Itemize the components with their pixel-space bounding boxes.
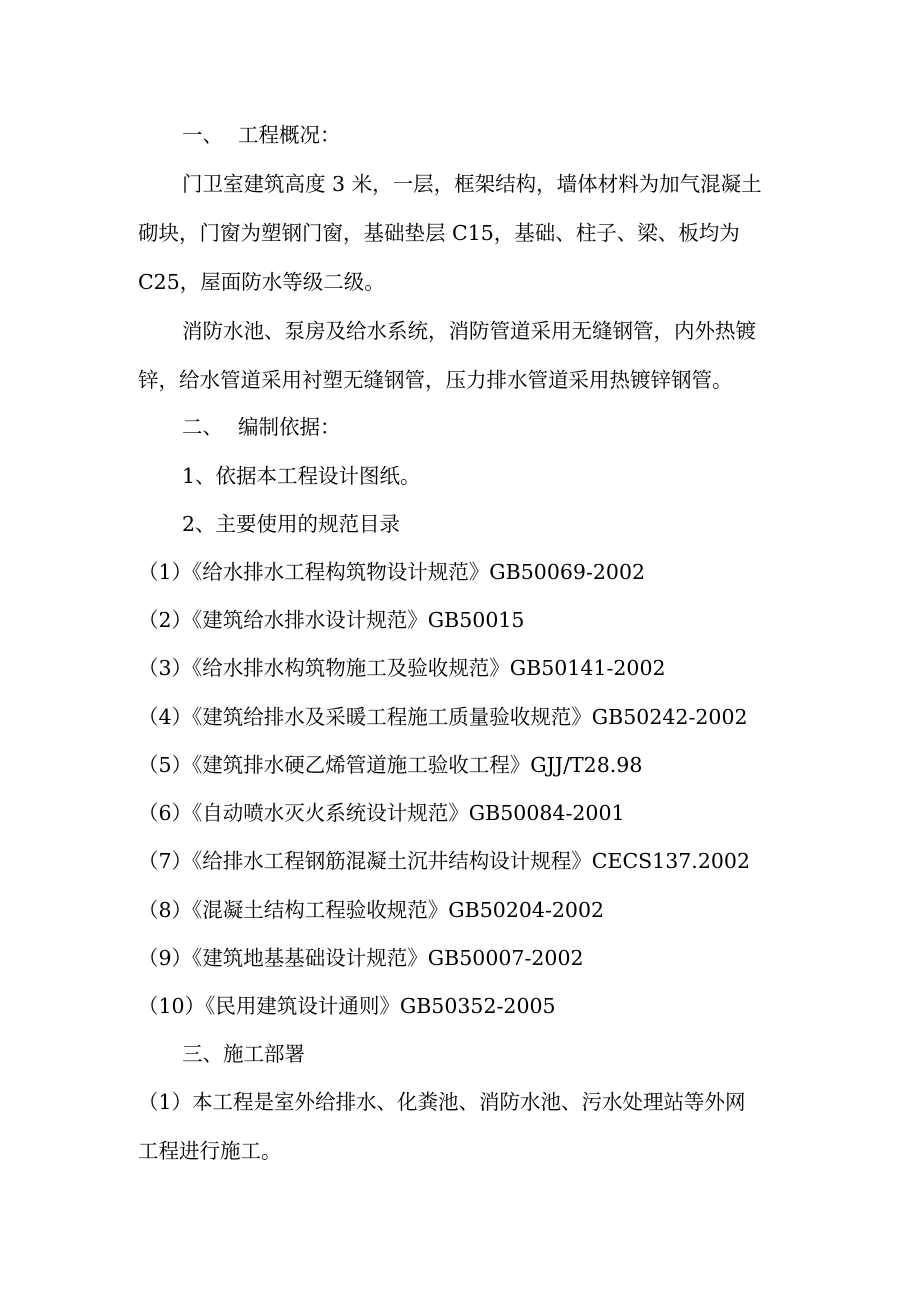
paragraph-line: （1）本工程是室外给排水、化粪池、消防水池、污水处理站等外网 [138, 1090, 746, 1114]
standard-item: （9）《建筑地基基础设计规范》GB50007-2002 [138, 946, 584, 970]
section-3-heading: 三、施工部署 [182, 1042, 305, 1066]
section-1-title: 工程概况： [238, 123, 341, 147]
standard-item: （4）《建筑给排水及采暖工程施工质量验收规范》GB50242-2002 [138, 705, 748, 729]
standard-item: （3）《给水排水构筑物施工及验收规范》GB50141-2002 [138, 656, 666, 680]
list-item: 2、主要使用的规范目录 [182, 512, 401, 536]
section-1-number: 一、 [182, 123, 223, 147]
paragraph-line: 工程进行施工。 [138, 1139, 282, 1163]
list-item: 1、依据本工程设计图纸。 [182, 464, 421, 488]
paragraph-line: 消防水池、泵房及给水系统，消防管道采用无缝钢管，内外热镀 [182, 319, 756, 343]
section-1-heading [182, 122, 842, 148]
section-2-title: 编制依据： [238, 415, 341, 439]
standard-item: （10）《民用建筑设计通则》GB50352-2005 [138, 994, 556, 1018]
standard-item: （2）《建筑给水排水设计规范》GB50015 [138, 608, 525, 632]
standard-item: （8）《混凝土结构工程验收规范》GB50204-2002 [138, 898, 605, 922]
standard-item: （6）《自动喷水灭火系统设计规范》GB50084-2001 [138, 801, 625, 825]
paragraph-line: 砌块，门窗为塑钢门窗，基础垫层 C15，基础、柱子、梁、板均为 [138, 221, 740, 245]
standard-item: （5）《建筑排水硬乙烯管道施工验收工程》GJJ/T28.98 [138, 753, 643, 777]
paragraph-line: C25，屋面防水等级二级。 [138, 270, 385, 294]
standard-item: （1）《给水排水工程构筑物设计规范》GB50069-2002 [138, 560, 646, 584]
section-2-number: 二、 [182, 415, 223, 439]
standard-item: （7）《给排水工程钢筋混凝土沉井结构设计规程》CECS137.2002 [138, 849, 750, 873]
section-2-heading [182, 414, 842, 440]
paragraph-line: 锌，给水管道采用衬塑无缝钢管，压力排水管道采用热镀锌钢管。 [138, 368, 733, 392]
paragraph-line: 门卫室建筑高度 3 米，一层，框架结构，墙体材料为加气混凝土 [182, 172, 762, 196]
